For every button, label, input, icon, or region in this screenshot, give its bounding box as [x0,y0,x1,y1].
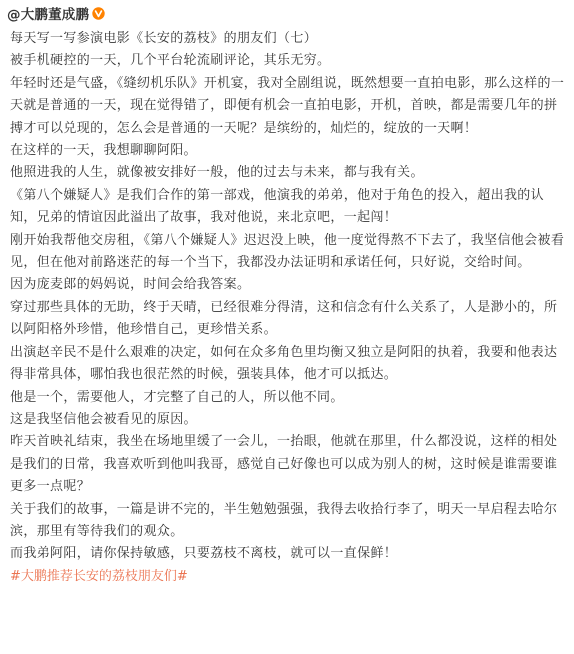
paragraph: 这是我坚信他会被看见的原因。 [10,411,197,427]
paragraph: 穿过那些具体的无助，终于天晴，已经很难分得清，这和信念有什么关系了，人是渺小的，所以阿阳格外珍惜，他珍惜自己，更珍惜关系。 [10,299,558,338]
post-body [10,28,566,588]
paragraph: 而我弟阿阳，请你保持敏感，只要荔枝不离枝，就可以一直保鲜！ [10,546,398,562]
paragraph: 被手机硬控的一天，几个平台轮流刷评论，其乐无穷。 [10,53,331,69]
paragraph: 《第八个嫌疑人》是我们合作的第一部戏，他演我的弟弟，他对于角色的投入，超出我的认知，兄弟的情谊因此溢出了故事，我对他说，来北京吧，一起闯！ [10,187,545,226]
paragraph: 在这样的一天，我想聊聊阿阳。 [10,143,197,159]
paragraph-title: 每天写一写参演电影《长安的荔枝》的朋友们（七） [10,31,318,46]
paragraph: 关于我们的故事，一篇是讲不完的，半生勉勉强强，我得去收拾行李了，明天一早启程去哈尔滨，那里有等待我们的观众。 [10,501,558,539]
paragraph: 他是一个，需要他人，才完整了自己的人，所以他不同。 [10,389,344,405]
paragraph: 他照进我的人生，就像被安排好一般，他的过去与未来，都与我有关。 [10,165,424,181]
post-header [7,3,574,23]
paragraph: 年轻时还是气盛，《缝纫机乐队》开机宴，我对全剧组说，既然想要一直拍电影，那么这样的一天就是普通的一天，现在觉得错了，即便有机会一直拍电影，开机，首映，都是需要几年的拼搏才可以兑现的，怎么会是普通的一天呢？是缤纷的，灿烂的，绽放的一天啊！ [10,75,565,136]
author-name-link[interactable]: @大鹏董成鹏 [7,7,90,23]
paragraph: 昨天首映礼结束，我坐在场地里缓了一会儿，一抬眼，他就在那里，什么都没说，这样的相处是我们的日常，我喜欢听到他叫我哥，感觉自己好像也可以成为别人的树，这时候是谁需要谁更多一点呢？ [10,434,558,495]
paragraph: 出演赵辛民不是什么艰难的决定，如何在众多角色里均衡又独立是阿阳的执着，我要和他表达得非常具体，哪怕我也很茫然的时候，强装具体，他才可以抵达。 [10,344,558,383]
hashtag-link[interactable]: #大鹏推荐长安的荔枝朋友们# [10,568,188,584]
paragraph: 刚开始我帮他交房租，《第八个嫌疑人》迟迟没上映，他一度觉得熬不下去了，我坚信他会被看见，但在他对前路迷茫的每一个当下，我都没办法证明和承诺任何，只好说，交给时间。 [10,232,565,271]
paragraph: 因为庞麦郎的妈妈说，时间会给我答案。 [10,277,251,293]
verified-v-icon [92,7,105,20]
